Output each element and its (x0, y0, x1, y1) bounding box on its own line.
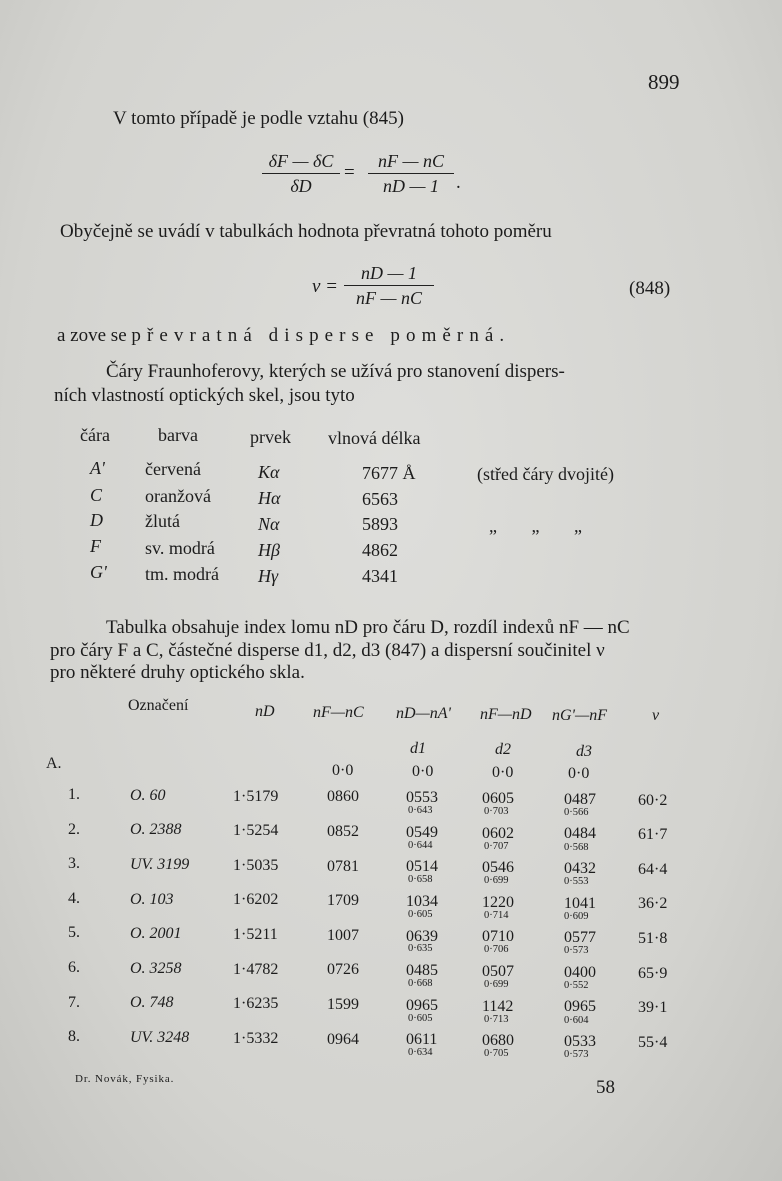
gt-d3: 0432 (564, 860, 596, 877)
gt-d3-ratio: 0·566 (564, 807, 589, 818)
gt-glass-name: O. 103 (130, 890, 174, 908)
gt-header-designation: Označení (128, 697, 189, 714)
gt-glass-name: O. 2001 (130, 925, 182, 943)
footer-sheet-number: 58 (596, 1077, 615, 1098)
gt-nf-nc: 0781 (327, 857, 359, 875)
fh-color: žlutá (145, 511, 180, 531)
gt-header-nd: nD (255, 703, 275, 720)
eq2-den: nF — nC (355, 288, 422, 308)
gt-d1: 0514 (406, 858, 438, 876)
fh-element: Hγ (258, 566, 279, 586)
gt-d3: 0577 (564, 929, 596, 947)
eq1-lhs-fraction (262, 150, 340, 197)
gt-row-a-cell: 0·0 (568, 765, 590, 782)
paragraph-reciprocal: Obyčejně se uvádí v tabulkách hodnota převratná tohoto poměru (60, 221, 552, 242)
page-number: 899 (648, 70, 680, 94)
gt-d2-ratio: 0·707 (484, 840, 509, 852)
gt-d3: 0400 (564, 963, 596, 981)
eq2-num: nD — 1 (360, 263, 417, 283)
fh-color: tm. modrá (145, 564, 219, 584)
gt-d2-ratio: 0·699 (484, 875, 509, 887)
gt-d1-ratio: 0·605 (408, 1012, 433, 1024)
gt-d3: 0484 (564, 825, 596, 843)
gt-nu: 64·4 (638, 860, 668, 878)
gt-d2: 0546 (482, 859, 514, 877)
fh-color: oranžová (145, 486, 211, 506)
gt-d3: 0965 (564, 998, 596, 1016)
para5-line2: pro čáry F a C, částečné disperse d1, d2, d3 (847) a dispersní součinitel ν (50, 640, 605, 661)
gt-row-a-cell: 0·0 (332, 762, 354, 779)
gt-d3: 1041 (564, 894, 596, 912)
gt-d1-ratio: 0·644 (408, 839, 433, 851)
gt-d2: 0602 (482, 824, 514, 842)
gt-row-a-label: A. (46, 755, 62, 772)
gt-d1: 0549 (406, 823, 438, 841)
gt-nu: 55·4 (638, 1033, 668, 1051)
gt-d3-ratio: 0·604 (564, 1014, 589, 1026)
gt-d3-ratio: 0·609 (564, 910, 589, 922)
fh-wavelength: 7677 Å (362, 463, 416, 483)
intro-text: V tomto případě je podle vztahu (845) (113, 108, 404, 129)
gt-row-number: 1. (68, 786, 80, 803)
gt-row-number: 3. (68, 855, 80, 873)
gt-nf-nc: 0852 (327, 823, 359, 840)
para4-line2: ních vlastností optických skel, jsou tyto (54, 385, 355, 406)
gt-nf-nc: 0726 (327, 961, 359, 979)
gt-nd: 1·5035 (233, 856, 279, 874)
gt-d1: 0965 (406, 996, 438, 1014)
fh-element: Hβ (258, 540, 280, 560)
gt-nu: 60·2 (638, 791, 668, 809)
gt-d1-ratio: 0·658 (408, 874, 433, 886)
gt-d3-ratio: 0·553 (564, 876, 589, 888)
gt-nu: 39·1 (638, 999, 668, 1017)
fh-wavelength: 4862 (362, 540, 398, 560)
gt-nf-nc: 1709 (327, 892, 359, 910)
gt-d2-ratio: 0·705 (484, 1048, 509, 1060)
gt-header-nf-nd: nF—nD (480, 706, 532, 723)
gt-row-a-cell: 0·0 (492, 764, 514, 781)
gt-nf-nc: 1007 (327, 926, 359, 944)
gt-header-nu: ν (652, 707, 660, 724)
paragraph-relative-dispersion (57, 325, 510, 347)
eq1-lhs-den: δD (290, 176, 312, 196)
para4-line1: Čáry Fraunhoferovy, kterých se užívá pro stanovení dispers- (106, 361, 565, 382)
fh-header-element: prvek (250, 427, 291, 447)
fh-color: sv. modrá (145, 538, 215, 558)
gt-row-number: 4. (68, 889, 80, 907)
eq2-label: (848) (629, 278, 671, 299)
gt-d1-ratio: 0·643 (408, 805, 433, 816)
gt-nd: 1·5211 (233, 926, 278, 943)
gt-row-number: 7. (68, 993, 80, 1011)
gt-d2: 0507 (482, 963, 514, 980)
gt-d2-ratio: 0·714 (484, 909, 509, 921)
fh-wavelength: 4341 (362, 566, 398, 586)
gt-d1: 0553 (406, 789, 438, 807)
gt-d1: 0611 (406, 1031, 438, 1049)
fh-header-line: čára (80, 425, 110, 445)
fh-element: Nα (258, 514, 280, 534)
gt-nd: 1·6202 (233, 891, 279, 909)
gt-d2-ratio: 0·699 (484, 979, 509, 990)
para5-line1: Tabulka obsahuje index lomu nD pro čáru D, rozdíl indexů nF — nC (106, 617, 630, 638)
fh-color: červená (145, 459, 201, 479)
fh-element: Kα (258, 462, 280, 482)
gt-d2-label: d2 (495, 741, 511, 758)
eq1-rhs-den: nD — 1 (382, 176, 439, 196)
gt-d1-ratio: 0·635 (408, 943, 433, 955)
gt-nd: 1·5254 (233, 822, 279, 840)
gt-glass-name: UV. 3248 (130, 1029, 190, 1046)
fh-wavelength: 6563 (362, 489, 398, 509)
fh-header-color: barva (158, 425, 198, 445)
gt-glass-name: O. 3258 (130, 959, 182, 977)
gt-nd: 1·5179 (233, 787, 279, 805)
fh-wavelength: 5893 (362, 514, 398, 534)
gt-d1-ratio: 0·668 (408, 978, 433, 989)
gt-nd: 1·5332 (233, 1029, 279, 1047)
gt-d1-ratio: 0·605 (408, 908, 433, 920)
gt-d2-ratio: 0·703 (484, 806, 509, 817)
gt-d3-ratio: 0·573 (564, 945, 589, 957)
fh-note: (střed čáry dvojité) (477, 464, 614, 484)
gt-row-number: 5. (68, 924, 80, 942)
gt-nu: 61·7 (638, 826, 668, 844)
gt-row-a-cell: 0·0 (412, 763, 434, 780)
fh-element: Hα (258, 488, 281, 508)
fh-line: D (90, 510, 103, 530)
gt-d2-ratio: 0·706 (484, 944, 509, 956)
gt-d1-ratio: 0·634 (408, 1047, 433, 1059)
fh-header-wavelength: vlnová délka (328, 428, 421, 448)
gt-nd: 1·6235 (233, 995, 279, 1013)
fh-line: A' (90, 458, 105, 478)
para3-term: převratná disperse poměrná. (131, 325, 511, 346)
gt-nf-nc: 0964 (327, 1030, 359, 1048)
gt-d2: 0680 (482, 1032, 514, 1050)
gt-d3-label: d3 (576, 743, 592, 760)
eq2-lhs: ν = (312, 276, 339, 297)
eq1-equals: = (344, 162, 355, 183)
gt-d3: 0533 (564, 1033, 596, 1050)
gt-glass-name: O. 60 (130, 786, 166, 804)
gt-header-nd-na: nD—nA' (396, 705, 451, 722)
gt-d3-ratio: 0·552 (564, 980, 589, 991)
gt-nf-nc: 1599 (327, 996, 359, 1013)
gt-d2-ratio: 0·713 (484, 1013, 509, 1025)
gt-glass-name: O. 748 (130, 994, 174, 1012)
para3-prefix: a zove se (57, 325, 127, 346)
gt-d3-ratio: 0·573 (564, 1049, 589, 1061)
gt-nu: 36·2 (638, 895, 668, 913)
gt-nu: 65·9 (638, 964, 668, 982)
gt-d3: 0487 (564, 790, 596, 808)
gt-d2: 0710 (482, 928, 514, 946)
gt-nd: 1·4782 (233, 960, 279, 978)
gt-d1: 0639 (406, 927, 438, 945)
gt-d2: 1142 (482, 997, 514, 1015)
eq1-lhs-num: δF — δC (268, 151, 334, 171)
fh-line: C (90, 485, 103, 505)
gt-header-nf-nc: nF—nC (313, 704, 364, 721)
gt-row-number: 8. (68, 1028, 80, 1046)
gt-d2: 0605 (482, 790, 514, 807)
eq2-fraction (344, 262, 434, 309)
gt-d3-ratio: 0·568 (564, 841, 589, 853)
gt-d1-label: d1 (410, 740, 426, 757)
eq1-period: . (456, 172, 461, 193)
gt-row-number: 2. (68, 820, 80, 838)
eq1-rhs-num: nF — nC (377, 151, 444, 171)
gt-nu: 51·8 (638, 930, 668, 947)
fh-line: G' (90, 562, 107, 582)
gt-header-ng-nf: nG'—nF (552, 707, 607, 724)
footer-author: Dr. Novák, Fysika. (75, 1073, 175, 1085)
gt-row-number: 6. (68, 959, 80, 976)
gt-d1: 1034 (406, 893, 438, 910)
gt-glass-name: UV. 3199 (130, 856, 190, 873)
gt-glass-name: O. 2388 (130, 821, 182, 839)
eq1-rhs-fraction (368, 150, 454, 197)
fh-line: F (90, 536, 101, 556)
fh-note-ditto: „ „ „ (489, 516, 582, 536)
gt-d2: 1220 (482, 893, 514, 911)
para5-line3: pro některé druhy optického skla. (50, 662, 305, 683)
gt-nf-nc: 0860 (327, 788, 359, 806)
gt-d1: 0485 (406, 962, 438, 980)
